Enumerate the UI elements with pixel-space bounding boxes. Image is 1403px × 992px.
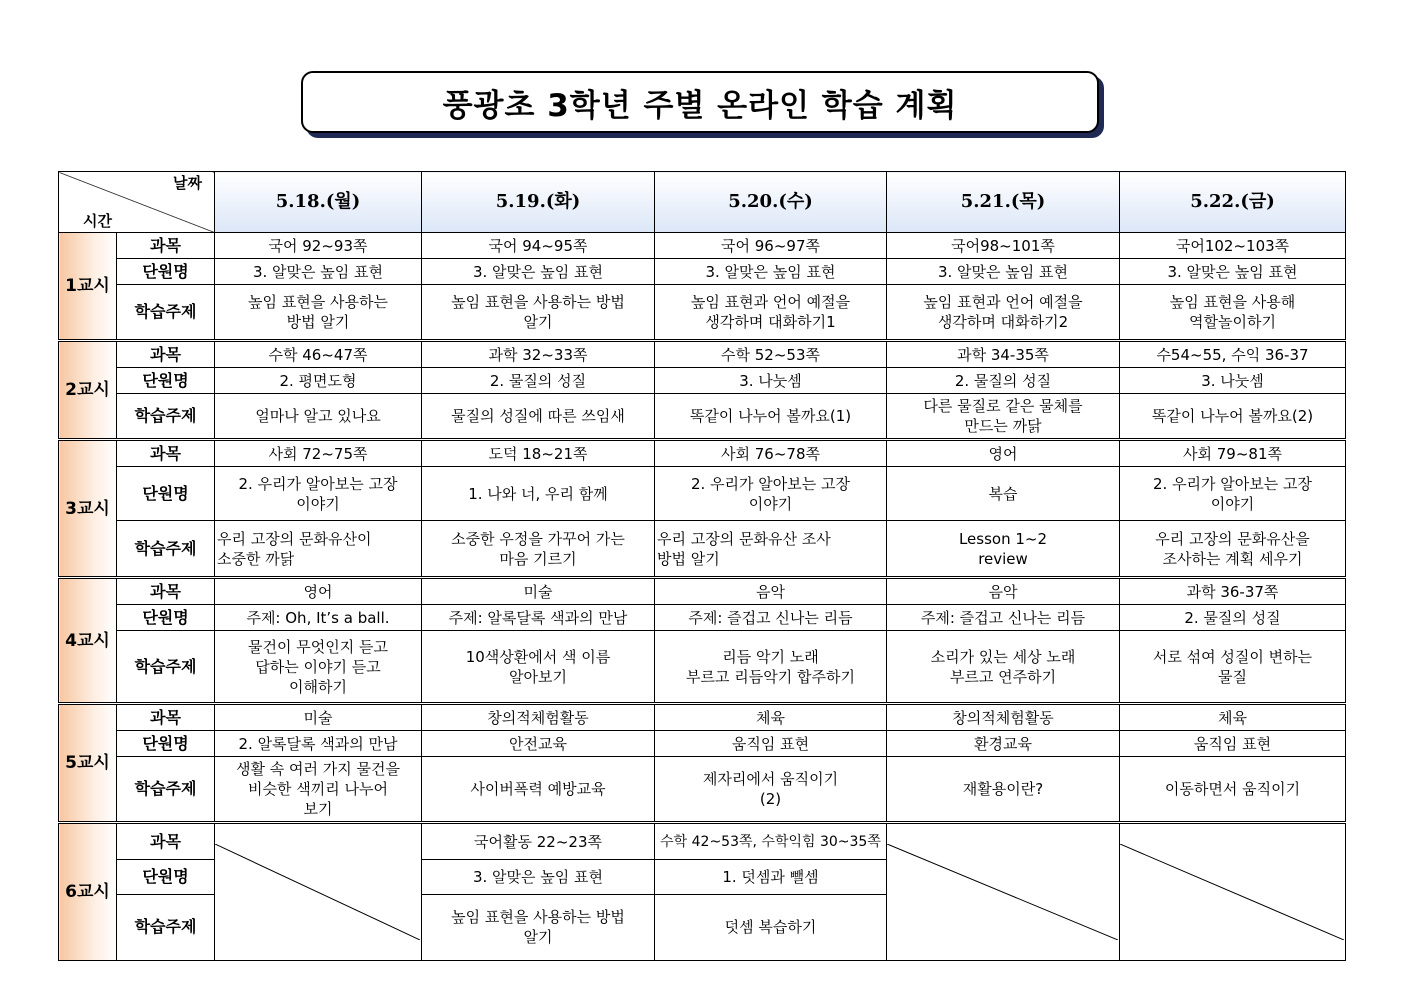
cell-topic: 얼마나 알고 있나요 xyxy=(215,394,422,440)
cell-subject: 영어 xyxy=(887,440,1120,467)
cell-topic: 똑같이 나누어 볼까요(2) xyxy=(1120,394,1346,440)
period-1-topic-row xyxy=(59,285,1346,341)
row-label-topic: 학습주제 xyxy=(117,631,215,704)
row-label-topic: 학습주제 xyxy=(117,894,215,960)
cell-unit: 2. 물질의 성질 xyxy=(1120,605,1346,631)
cell-topic: 생활 속 여러 가지 물건을 비슷한 색끼리 나누어 보기 xyxy=(215,757,422,823)
diagonal-line xyxy=(215,844,420,940)
period-4-subject-row xyxy=(59,578,1346,605)
row-label-unit: 단원명 xyxy=(117,368,215,394)
cell-unit: 주제: Oh, It’s a ball. xyxy=(215,605,422,631)
period-5-topic-row xyxy=(59,757,1346,823)
date-header-thu: 5.21.(목) xyxy=(887,172,1120,233)
cell-subject: 창의적체험활동 xyxy=(887,704,1120,731)
cell-unit: 1. 나와 너, 우리 함께 xyxy=(422,467,655,521)
row-label-topic: 학습주제 xyxy=(117,521,215,578)
period-3-unit-row xyxy=(59,467,1346,521)
row-label-subject: 과목 xyxy=(117,440,215,467)
cell-unit: 안전교육 xyxy=(422,731,655,757)
period-2-unit-row xyxy=(59,368,1346,394)
cell-subject: 국어102~103쪽 xyxy=(1120,233,1346,259)
corner-cell xyxy=(59,172,215,233)
cell-topic: 이동하면서 움직이기 xyxy=(1120,757,1346,823)
row-label-unit: 단원명 xyxy=(117,467,215,521)
period-5-unit-row xyxy=(59,731,1346,757)
period-3-topic-row xyxy=(59,521,1346,578)
cell-unit: 주제: 알록달록 색과의 만남 xyxy=(422,605,655,631)
cell-unit: 2. 평면도형 xyxy=(215,368,422,394)
period-2-subject-row xyxy=(59,341,1346,368)
cell-unit: 2. 우리가 알아보는 고장 이야기 xyxy=(215,467,422,521)
cell-subject: 국어 96~97쪽 xyxy=(655,233,887,259)
cell-topic: 우리 고장의 문화유산 조사 방법 알기 xyxy=(655,521,887,578)
row-label-unit: 단원명 xyxy=(117,731,215,757)
header-row xyxy=(59,172,1346,233)
row-label-subject: 과목 xyxy=(117,823,215,860)
schedule-table xyxy=(58,171,1346,961)
cell-unit: 3. 나눗셈 xyxy=(1120,368,1346,394)
cell-topic: 사이버폭력 예방교육 xyxy=(422,757,655,823)
cell-subject: 국어98~101쪽 xyxy=(887,233,1120,259)
cell-unit: 3. 알맞은 높임 표현 xyxy=(422,259,655,285)
cell-subject: 체육 xyxy=(1120,704,1346,731)
cell-unit: 2. 물질의 성질 xyxy=(422,368,655,394)
cell-unit: 복습 xyxy=(887,467,1120,521)
period-label: 5교시 xyxy=(59,704,117,823)
cell-subject: 수학 46~47쪽 xyxy=(215,341,422,368)
cell-subject: 사회 72~75쪽 xyxy=(215,440,422,467)
date-header-wed: 5.20.(수) xyxy=(655,172,887,233)
page-title: 풍광초 3학년 주별 온라인 학습 계획 xyxy=(442,87,958,124)
cell-unit: 3. 알맞은 높임 표현 xyxy=(422,860,655,895)
cell-topic: 우리 고장의 문화유산이 소중한 까닭 xyxy=(215,521,422,578)
cell-topic: 똑같이 나누어 볼까요(1) xyxy=(655,394,887,440)
cell-subject: 사회 79~81쪽 xyxy=(1120,440,1346,467)
cell-topic: 높임 표현과 언어 예절을 생각하며 대화하기1 xyxy=(655,285,887,341)
empty-cell-diagonal xyxy=(1120,823,1346,961)
cell-topic: 우리 고장의 문화유산을 조사하는 계획 세우기 xyxy=(1120,521,1346,578)
cell-topic: 물건이 무엇인지 듣고 답하는 이야기 듣고 이해하기 xyxy=(215,631,422,704)
cell-topic: 높임 표현을 사용하는 방법 알기 xyxy=(422,894,655,960)
cell-unit: 움직임 표현 xyxy=(655,731,887,757)
cell-subject: 과학 32~33쪽 xyxy=(422,341,655,368)
period-5-subject-row xyxy=(59,704,1346,731)
cell-subject: 사회 76~78쪽 xyxy=(655,440,887,467)
cell-subject: 국어 94~95쪽 xyxy=(422,233,655,259)
row-label-unit: 단원명 xyxy=(117,605,215,631)
row-label-subject: 과목 xyxy=(117,233,215,259)
date-header-fri: 5.22.(금) xyxy=(1120,172,1346,233)
period-6-subject-row xyxy=(59,823,1346,860)
diagonal-line xyxy=(1120,844,1344,940)
cell-unit: 2. 알록달록 색과의 만남 xyxy=(215,731,422,757)
cell-subject: 음악 xyxy=(887,578,1120,605)
row-label-topic: 학습주제 xyxy=(117,757,215,823)
period-label: 2교시 xyxy=(59,341,117,440)
cell-topic: 소중한 우정을 가꾸어 가는 마음 기르기 xyxy=(422,521,655,578)
row-label-topic: 학습주제 xyxy=(117,285,215,341)
period-label: 6교시 xyxy=(59,823,117,961)
period-4-topic-row xyxy=(59,631,1346,704)
cell-unit: 3. 나눗셈 xyxy=(655,368,887,394)
period-label: 1교시 xyxy=(59,233,117,341)
period-label: 4교시 xyxy=(59,578,117,704)
date-header-mon: 5.18.(월) xyxy=(215,172,422,233)
row-label-unit: 단원명 xyxy=(117,259,215,285)
cell-topic: 재활용이란? xyxy=(887,757,1120,823)
cell-subject: 미술 xyxy=(215,704,422,731)
period-3-subject-row xyxy=(59,440,1346,467)
cell-topic: Lesson 1~2 review xyxy=(887,521,1120,578)
cell-unit: 1. 덧셈과 뺄셈 xyxy=(655,860,887,895)
cell-unit: 주제: 즐겁고 신나는 리듬 xyxy=(655,605,887,631)
cell-subject: 미술 xyxy=(422,578,655,605)
cell-topic: 물질의 성질에 따른 쓰임새 xyxy=(422,394,655,440)
cell-unit: 3. 알맞은 높임 표현 xyxy=(215,259,422,285)
cell-unit: 주제: 즐겁고 신나는 리듬 xyxy=(887,605,1120,631)
corner-date-label: 날짜 xyxy=(173,174,202,192)
cell-topic: 높임 표현을 사용해 역할놀이하기 xyxy=(1120,285,1346,341)
row-label-subject: 과목 xyxy=(117,341,215,368)
cell-subject: 과학 34-35쪽 xyxy=(887,341,1120,368)
row-label-unit: 단원명 xyxy=(117,860,215,895)
cell-unit: 2. 우리가 알아보는 고장 이야기 xyxy=(1120,467,1346,521)
empty-cell-diagonal xyxy=(215,823,422,961)
cell-topic: 덧셈 복습하기 xyxy=(655,894,887,960)
cell-unit: 2. 물질의 성질 xyxy=(887,368,1120,394)
cell-subject: 국어활동 22~23쪽 xyxy=(422,823,655,860)
period-1-subject-row xyxy=(59,233,1346,259)
cell-topic: 서로 섞여 성질이 변하는 물질 xyxy=(1120,631,1346,704)
cell-unit: 3. 알맞은 높임 표현 xyxy=(655,259,887,285)
row-label-subject: 과목 xyxy=(117,704,215,731)
empty-cell-diagonal xyxy=(887,823,1120,961)
period-label: 3교시 xyxy=(59,440,117,578)
cell-subject: 체육 xyxy=(655,704,887,731)
cell-topic: 리듬 악기 노래 부르고 리듬악기 합주하기 xyxy=(655,631,887,704)
cell-subject: 창의적체험활동 xyxy=(422,704,655,731)
date-header-tue: 5.19.(화) xyxy=(422,172,655,233)
cell-topic: 높임 표현과 언어 예절을 생각하며 대화하기2 xyxy=(887,285,1120,341)
row-label-subject: 과목 xyxy=(117,578,215,605)
cell-subject: 수학 52~53쪽 xyxy=(655,341,887,368)
cell-subject: 음악 xyxy=(655,578,887,605)
cell-unit: 2. 우리가 알아보는 고장 이야기 xyxy=(655,467,887,521)
cell-topic: 소리가 있는 세상 노래 부르고 연주하기 xyxy=(887,631,1120,704)
diagonal-line xyxy=(887,844,1118,940)
cell-topic: 높임 표현을 사용하는 방법 알기 xyxy=(215,285,422,341)
corner-time-label: 시간 xyxy=(83,212,112,230)
cell-subject: 영어 xyxy=(215,578,422,605)
cell-topic: 높임 표현을 사용하는 방법 알기 xyxy=(422,285,655,341)
cell-topic: 제자리에서 움직이기 (2) xyxy=(655,757,887,823)
cell-unit: 3. 알맞은 높임 표현 xyxy=(887,259,1120,285)
cell-unit: 움직임 표현 xyxy=(1120,731,1346,757)
cell-subject: 과학 36-37쪽 xyxy=(1120,578,1346,605)
period-1-unit-row xyxy=(59,259,1346,285)
cell-unit: 환경교육 xyxy=(887,731,1120,757)
title-box xyxy=(301,71,1099,133)
cell-subject: 수54~55, 수익 36-37 xyxy=(1120,341,1346,368)
cell-topic: 다른 물질로 같은 물체를 만드는 까닭 xyxy=(887,394,1120,440)
cell-unit: 3. 알맞은 높임 표현 xyxy=(1120,259,1346,285)
period-4-unit-row xyxy=(59,605,1346,631)
cell-subject: 수학 42~53쪽, 수학익힘 30~35쪽 xyxy=(655,823,887,860)
cell-topic: 10색상환에서 색 이름 알아보기 xyxy=(422,631,655,704)
cell-subject: 도덕 18~21쪽 xyxy=(422,440,655,467)
cell-subject: 국어 92~93쪽 xyxy=(215,233,422,259)
period-2-topic-row xyxy=(59,394,1346,440)
row-label-topic: 학습주제 xyxy=(117,394,215,440)
